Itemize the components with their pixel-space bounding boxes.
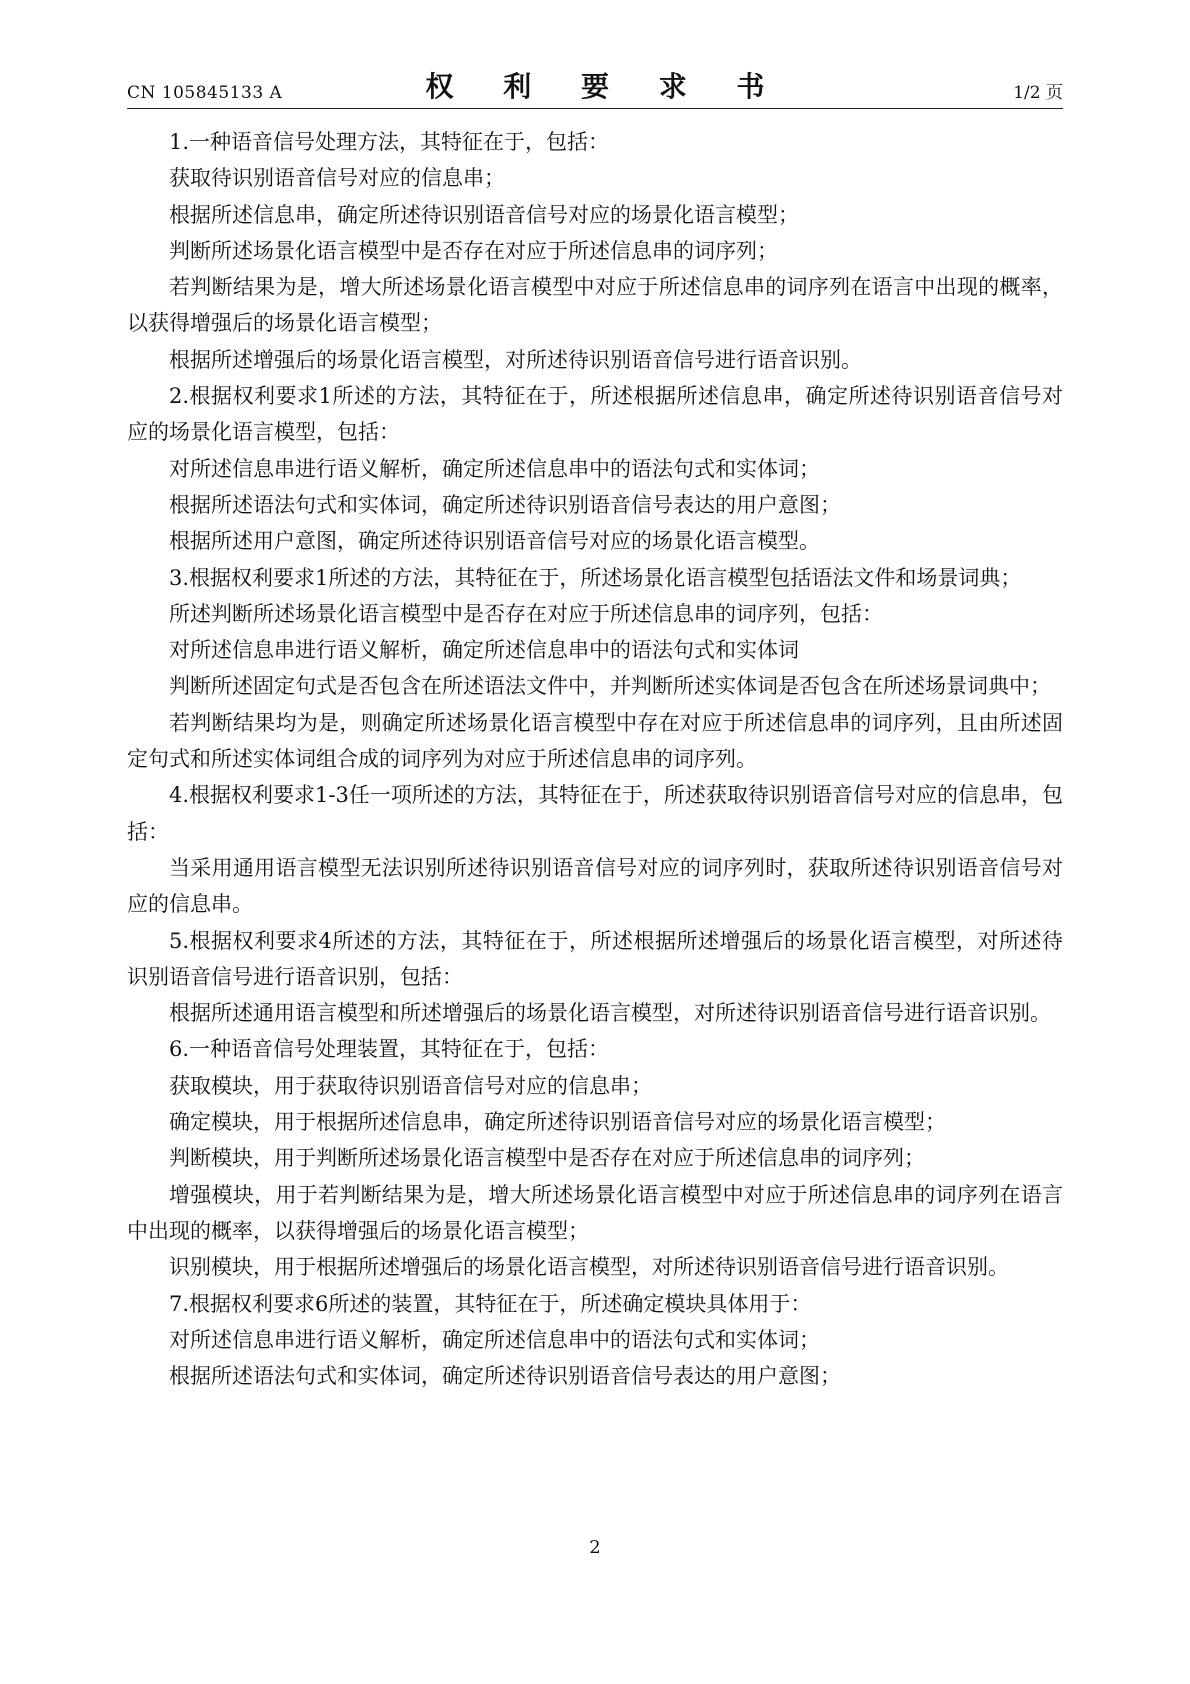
claim-paragraph: 根据所述语法句式和实体词，确定所述待识别语音信号表达的用户意图； xyxy=(169,1364,841,1389)
claim-paragraph: 6.一种语音信号处理装置，其特征在于，包括： xyxy=(169,1037,610,1062)
claim-paragraph: 识别模块，用于根据所述增强后的场景化语言模型，对所述待识别语音信号进行语音识别。 xyxy=(169,1255,1009,1280)
document-id: CN 105845133 A xyxy=(127,83,283,103)
claim-paragraph: 获取待识别语音信号对应的信息串； xyxy=(169,166,505,191)
claim-paragraph: 获取模块，用于获取待识别语音信号对应的信息串； xyxy=(169,1073,652,1098)
claim-paragraph: 判断所述固定句式是否包含在所述语法文件中，并判断所述实体词是否包含在所述场景词典中； xyxy=(169,674,1051,699)
claim-paragraph: 判断所述场景化语言模型中是否存在对应于所述信息串的词序列； xyxy=(169,238,778,263)
claim-paragraph: 根据所述信息串，确定所述待识别语音信号对应的场景化语言模型； xyxy=(169,202,799,227)
claim-paragraph: 3.根据权利要求1所述的方法，其特征在于，所述场景化语言模型包括语法文件和场景词典； xyxy=(169,565,1022,590)
claim-paragraph: 7.根据权利要求6所述的装置，其特征在于，所述确定模块具体用于： xyxy=(169,1291,812,1316)
page-number: 2 xyxy=(589,1537,601,1558)
claim-paragraph: 增强模块，用于若判断结果为是，增大所述场景化语言模型中对应于所述信息串的词序列在语言中出现的概率，以获得增强后的场景化语言模型； xyxy=(127,1182,1063,1243)
claim-paragraph: 根据所述通用语言模型和所述增强后的场景化语言模型，对所述待识别语音信号进行语音识别。 xyxy=(169,1001,1051,1026)
document-title: 权 利 要 求 书 xyxy=(425,70,785,103)
claim-paragraph: 根据所述用户意图，确定所述待识别语音信号对应的场景化语言模型。 xyxy=(169,529,820,554)
claim-paragraph: 若判断结果均为是，则确定所述场景化语言模型中存在对应于所述信息串的词序列，且由所述固定句式和所述实体词组合成的词序列为对应于所述信息串的词序列。 xyxy=(127,710,1063,772)
claim-paragraph: 4.根据权利要求1-3任一项所述的方法，其特征在于，所述获取待识别语音信号对应的信息串，包括： xyxy=(127,783,1063,844)
page-header xyxy=(127,68,1063,109)
claim-paragraph: 对所述信息串进行语义解析，确定所述信息串中的语法句式和实体词； xyxy=(169,1327,820,1352)
claim-paragraph: 判断模块，用于判断所述场景化语言模型中是否存在对应于所述信息串的词序列； xyxy=(169,1146,925,1171)
page-info: 1/2 页 xyxy=(1013,83,1063,103)
claim-paragraph: 5.根据权利要求4所述的方法，其特征在于，所述根据所述增强后的场景化语言模型，对所述待识别语音信号进行语音识别，包括： xyxy=(127,928,1063,989)
claims-body xyxy=(127,124,1063,1394)
claim-paragraph: 所述判断所述场景化语言模型中是否存在对应于所述信息串的词序列，包括： xyxy=(169,601,883,626)
claim-paragraph: 确定模块，用于根据所述信息串，确定所述待识别语音信号对应的场景化语言模型； xyxy=(169,1110,946,1135)
claim-paragraph: 1.一种语音信号处理方法，其特征在于，包括： xyxy=(169,130,610,154)
claim-paragraph: 若判断结果为是，增大所述场景化语言模型中对应于所述信息串的词序列在语言中出现的概率，以获得增强后的场景化语言模型； xyxy=(127,275,1063,336)
claim-paragraph: 根据所述增强后的场景化语言模型，对所述待识别语音信号进行语音识别。 xyxy=(169,347,862,372)
claim-paragraph: 对所述信息串进行语义解析，确定所述信息串中的语法句式和实体词 xyxy=(169,638,799,663)
claim-paragraph: 根据所述语法句式和实体词，确定所述待识别语音信号表达的用户意图； xyxy=(169,492,841,517)
claim-paragraph: 当采用通用语言模型无法识别所述待识别语音信号对应的词序列时，获取所述待识别语音信号对应的信息串。 xyxy=(127,855,1063,917)
claim-paragraph: 2.根据权利要求1所述的方法，其特征在于，所述根据所述信息串，确定所述待识别语音信号对应的场景化语言模型，包括： xyxy=(127,384,1063,445)
claim-paragraph: 对所述信息串进行语义解析，确定所述信息串中的语法句式和实体词； xyxy=(169,456,820,481)
